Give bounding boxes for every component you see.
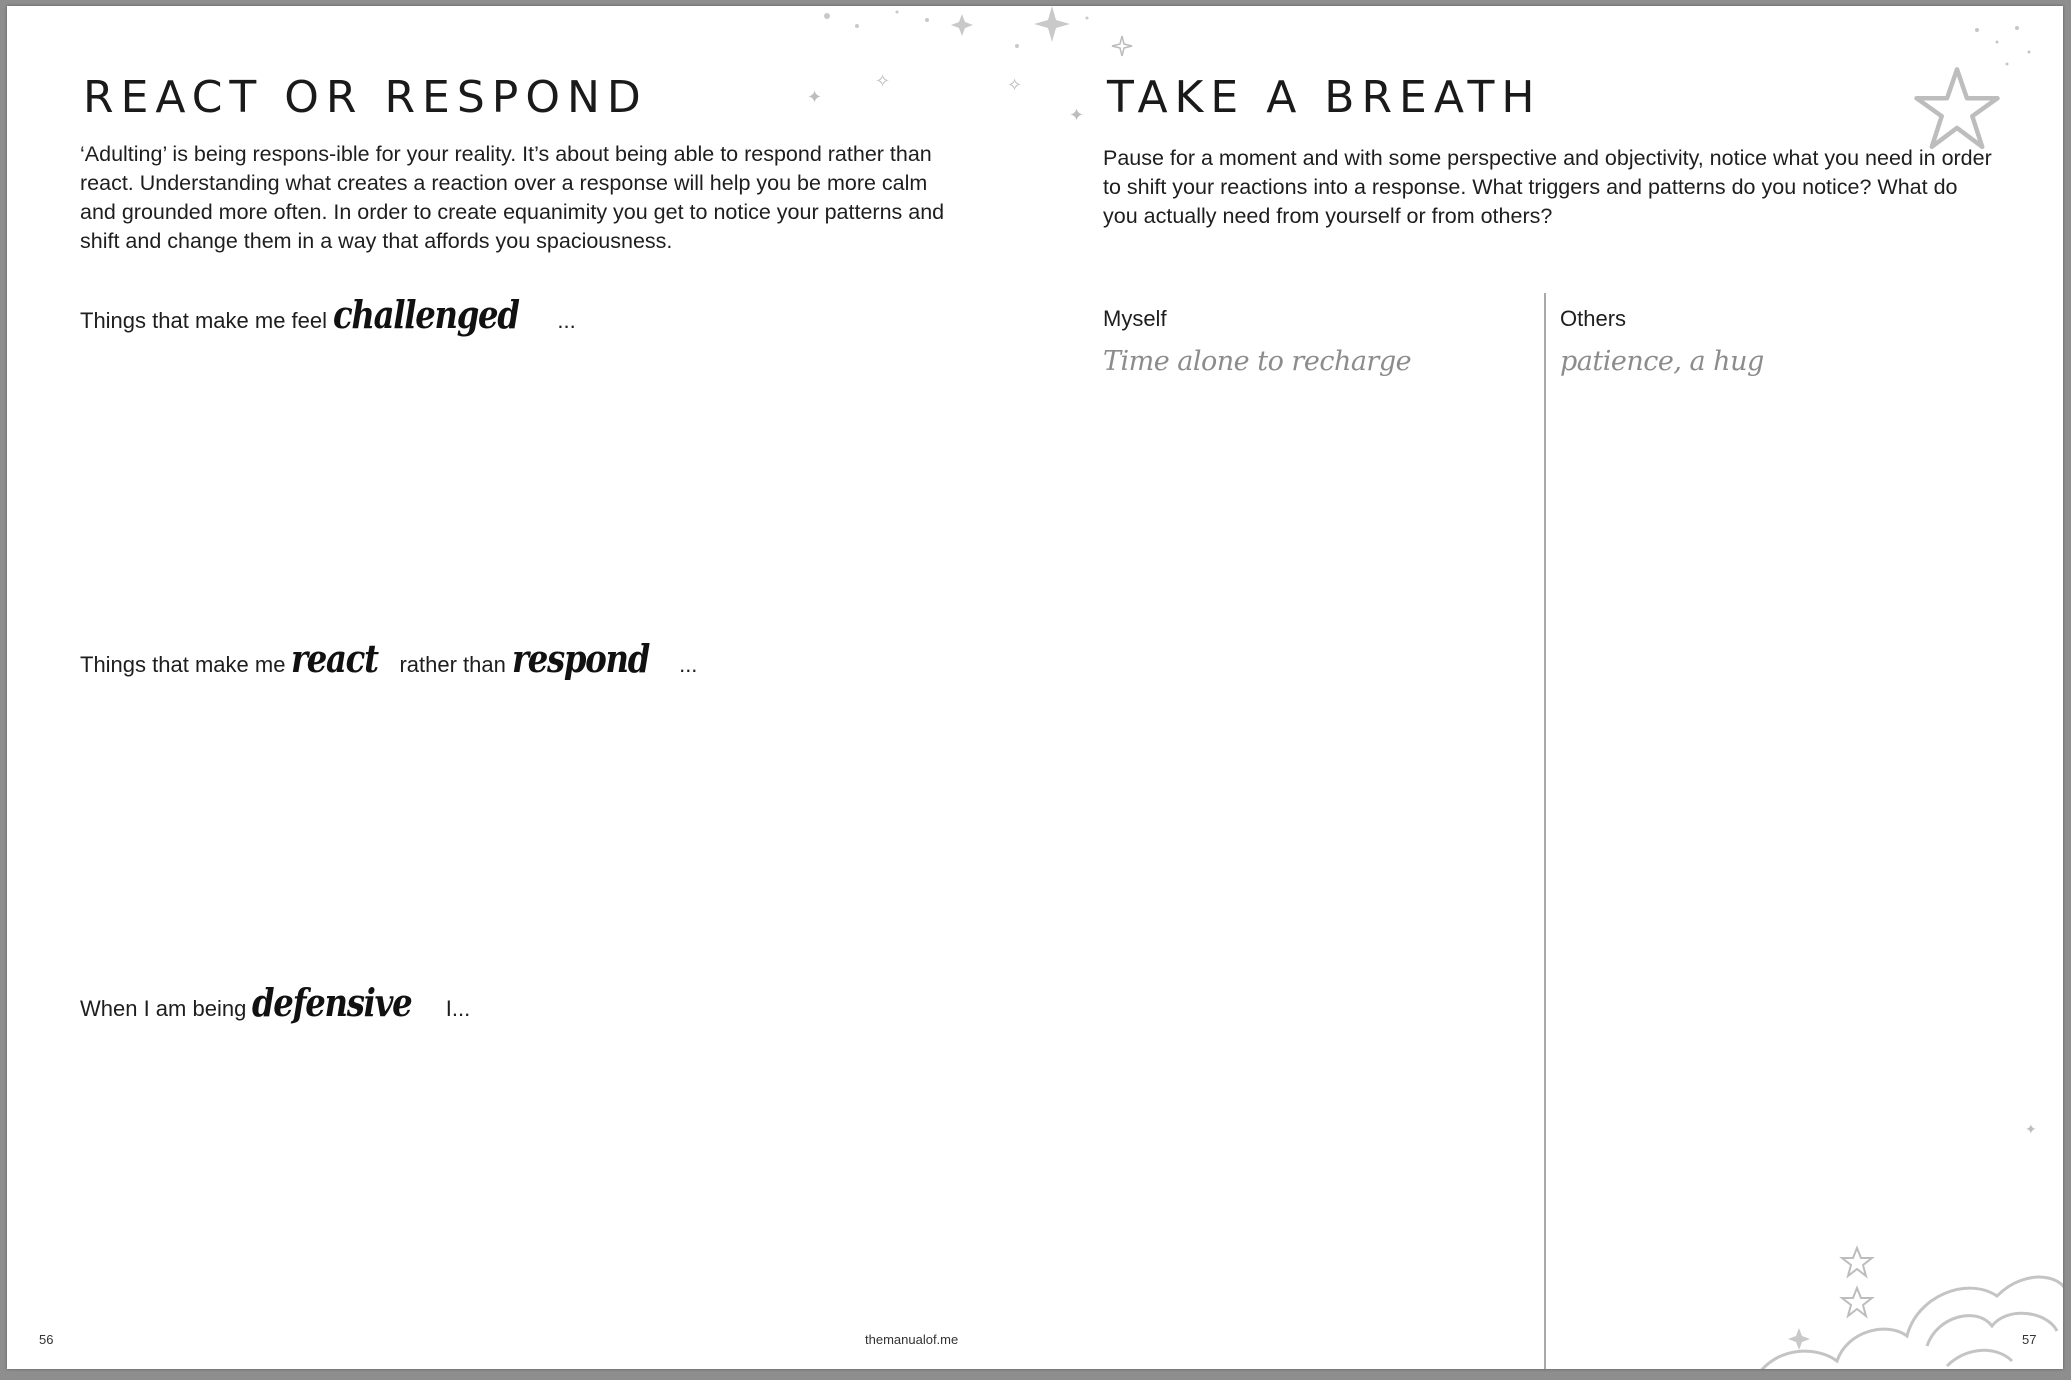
prompt-keyword: defensive [252, 980, 412, 1025]
star-small-icon: ✦ [2025, 1121, 2037, 1137]
prompt-challenged [80, 292, 576, 337]
star-small-icon: ✦ [807, 87, 823, 107]
prompt-keyword: respond [511, 636, 649, 681]
column-label-others: Others [1560, 306, 1627, 331]
star-small-icon: ✧ [875, 71, 891, 91]
left-page-number: 56 [39, 1332, 54, 1347]
prompt-ellipsis: I... [445, 996, 471, 1021]
column-label-myself: Myself [1103, 306, 1167, 331]
column-divider [1544, 293, 1546, 1369]
sparkle-icon [1967, 20, 2037, 80]
prompt-ellipsis: ... [557, 308, 576, 333]
left-page-intro: ‘Adulting’ is being respons-ible for your reality. It’s about being able to respond rather than react. Understanding what creates a reaction over a response will help you be more calm and grounded more often. In order to create equanimity you get to notice your patterns and shift and change them in a way that affords you spaciousness. [80, 142, 945, 253]
prompt-react-respond [80, 636, 698, 681]
handwritten-entry-others: patience, a hug [1560, 346, 1764, 377]
prompt-text: Things that make me [80, 652, 286, 677]
star-small-icon: ✦ [1069, 105, 1085, 125]
prompt-text: When I am being [80, 996, 247, 1021]
handwritten-entry-myself: Time alone to recharge [1103, 346, 1412, 377]
prompt-ellipsis: ... [679, 652, 698, 677]
prompt-text: Things that make me feel [80, 308, 328, 333]
star-small-icon: ✧ [1007, 75, 1023, 95]
book-spread [7, 6, 2063, 1369]
right-page-intro: Pause for a moment and with some perspective and objectivity, notice what you need in order to shift your reactions into a response. What triggers and patterns do you notice? What do you actually need from yourself or from others? [1103, 146, 1992, 228]
left-page-heading: REACT OR RESPOND [83, 72, 648, 123]
cloud-illustration-icon [1737, 1236, 2063, 1369]
prompt-text: rather than [399, 652, 506, 677]
footer-url: themanualof.me [865, 1332, 959, 1347]
prompt-keyword: react [291, 636, 379, 681]
right-page-heading: TAKE A BREATH [1107, 72, 1542, 123]
prompt-defensive [80, 980, 471, 1025]
prompt-keyword: challenged [333, 292, 519, 337]
right-page-number: 57 [2022, 1332, 2037, 1347]
